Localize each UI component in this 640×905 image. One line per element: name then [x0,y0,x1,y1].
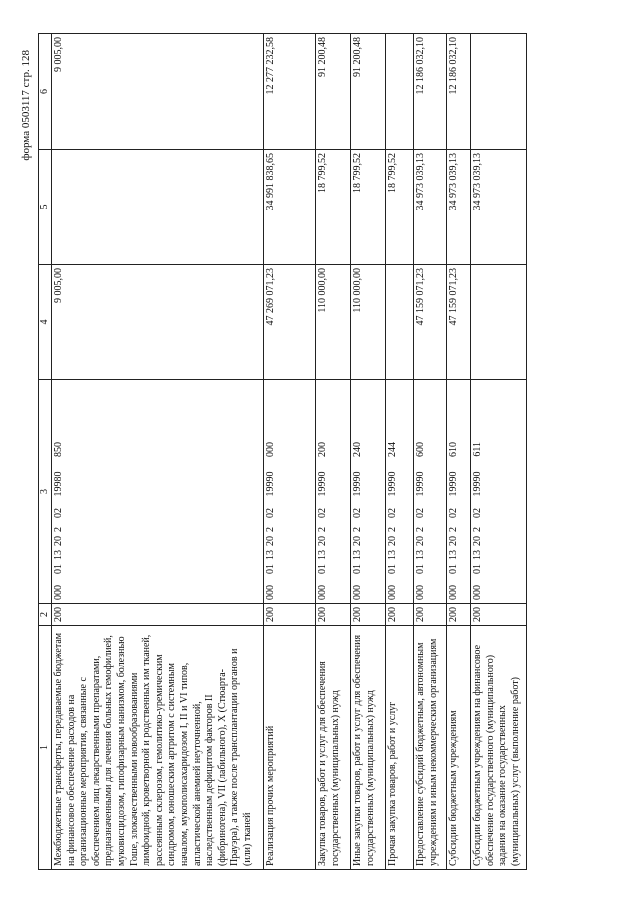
col-header-2: 2 [39,604,52,626]
col-header-4: 4 [39,265,52,380]
code-part: 20 [265,536,276,546]
unexecuted-amount: 12 277 232,58 [264,34,316,150]
approved-amount [471,265,527,380]
code-part: 01 [53,564,64,574]
table-row [447,34,471,870]
approved-amount: 9 005,00 [52,265,264,380]
line-code: 200 [52,604,264,626]
code-part: 02 [448,508,459,518]
table-row [52,34,264,870]
code-part: 20 [472,536,483,546]
code-part: 02 [317,508,328,518]
executed-amount: 34 973 039,13 [447,150,471,265]
line-code: 200 [316,604,351,626]
code-part: 13 [415,550,426,560]
line-code: 200 [414,604,447,626]
code-part: 01 [448,564,459,574]
form-label: форма 0503117 стр. 128 [20,50,32,161]
code-part: 2 [387,527,398,532]
row-name: Реализация прочих мероприятий [264,626,316,870]
table-row [316,34,351,870]
unexecuted-amount [386,34,414,150]
col-header-1: 1 [39,626,52,870]
code-part: 240 [352,442,363,457]
row-name: Закупка товаров, работ и услуг для обеспечения государственных (муниципальных) нужд [316,626,351,870]
classification-code [316,380,351,604]
code-part: 2 [415,527,426,532]
code-part: 611 [472,442,483,457]
code-part: 610 [448,442,459,457]
executed-amount: 34 991 838,65 [264,150,316,265]
executed-amount: 18 799,52 [351,150,386,265]
col-header-5: 5 [39,150,52,265]
unexecuted-amount: 91 200,48 [351,34,386,150]
classification-code [386,380,414,604]
unexecuted-amount [471,34,527,150]
header-row [39,34,52,870]
executed-amount: 18 799,52 [386,150,414,265]
classification-code [471,380,527,604]
table-row [471,34,527,870]
unexecuted-amount: 91 200,48 [316,34,351,150]
code-part: 13 [53,550,64,560]
code-part: 01 [415,564,426,574]
approved-amount: 110 000,00 [316,265,351,380]
table-row [264,34,316,870]
code-part: 13 [448,550,459,560]
code-part: 000 [53,585,64,600]
code-part: 20 [387,536,398,546]
code-part: 000 [317,585,328,600]
unexecuted-amount: 9 005,00 [52,34,264,150]
code-part: 2 [265,527,276,532]
classification-code [52,380,264,604]
code-part: 000 [352,585,363,600]
col-header-3: 3 [39,380,52,604]
row-name: Субсидии бюджетным учреждениям [447,626,471,870]
line-code: 200 [471,604,527,626]
code-part: 2 [448,527,459,532]
approved-amount: 47 159 071,23 [447,265,471,380]
code-part: 2 [317,527,328,532]
line-code: 200 [264,604,316,626]
code-part: 20 [317,536,328,546]
code-part: 20 [415,536,426,546]
code-part: 02 [472,508,483,518]
code-part: 000 [415,585,426,600]
code-part: 200 [317,442,328,457]
code-part: 02 [415,508,426,518]
code-part: 2 [472,527,483,532]
code-part: 13 [265,550,276,560]
code-part: 01 [352,564,363,574]
code-part: 2 [352,527,363,532]
code-part: 19990 [265,471,276,497]
approved-amount [386,265,414,380]
unexecuted-amount: 12 186 032,10 [447,34,471,150]
code-part: 01 [387,564,398,574]
executed-amount: 34 973 039,13 [471,150,527,265]
approved-amount: 47 159 071,23 [414,265,447,380]
code-part: 19980 [53,471,64,497]
row-name: Субсидии бюджетным учреждениям на финансовое обеспечение государственного (муниципального) задания на оказание государственных (муниципальных) услуг (выполнение работ) [471,626,527,870]
code-part: 000 [448,585,459,600]
budget-table [38,33,527,870]
row-name: Иные закупки товаров, работ и услуг для обеспечения государственных (муниципальных) нужд [351,626,386,870]
unexecuted-amount: 12 186 032,10 [414,34,447,150]
line-code: 200 [386,604,414,626]
code-part: 13 [352,550,363,560]
code-part: 19990 [472,471,483,497]
code-part: 000 [265,442,276,457]
code-part: 20 [53,536,64,546]
code-part: 13 [387,550,398,560]
rotated-page [20,30,620,890]
code-part: 19990 [387,471,398,497]
code-part: 000 [265,585,276,600]
approved-amount: 110 000,00 [351,265,386,380]
code-part: 20 [352,536,363,546]
classification-code [351,380,386,604]
code-part: 244 [387,442,398,457]
line-code: 200 [447,604,471,626]
row-name: Прочая закупка товаров, работ и услуг [386,626,414,870]
code-part: 19990 [317,471,328,497]
code-part: 000 [387,585,398,600]
code-part: 600 [415,442,426,457]
code-part: 850 [53,442,64,457]
executed-amount: 34 973 039,13 [414,150,447,265]
code-part: 2 [53,527,64,532]
code-part: 19990 [352,471,363,497]
classification-code [414,380,447,604]
code-part: 02 [265,508,276,518]
code-part: 01 [472,564,483,574]
code-part: 02 [352,508,363,518]
code-part: 000 [472,585,483,600]
line-code: 200 [351,604,386,626]
table-row [386,34,414,870]
executed-amount: 18 799,52 [316,150,351,265]
table-row [351,34,386,870]
executed-amount [52,150,264,265]
code-part: 13 [472,550,483,560]
code-part: 02 [387,508,398,518]
classification-code [264,380,316,604]
table-row [414,34,447,870]
row-name: Предоставление субсидий бюджетным, автономным учреждениям и иным некоммерческим организациям [414,626,447,870]
code-part: 02 [53,508,64,518]
col-header-6: 6 [39,34,52,150]
code-part: 19990 [415,471,426,497]
code-part: 20 [448,536,459,546]
code-part: 01 [317,564,328,574]
code-part: 13 [317,550,328,560]
code-part: 01 [265,564,276,574]
approved-amount: 47 269 071,23 [264,265,316,380]
classification-code [447,380,471,604]
code-part: 19990 [448,471,459,497]
row-name: Межбюджетные трансферты, передаваемые бюджетам на финансовое обеспечение расходов на организационные мероприятия, связанные с обеспечением лиц лекарственными препаратами, предназначенными для лечения больных гемофилией, муковисцидозом, гипофизарным нанизмом, болезнью Гоше, злокачественными новообразованиями лимфоидной, кроветворной и родственных им тканей, рассеянным склерозом, гемолитико-уремическим синдромом, юношеским артритом с системным началом, мукополисахаридозом I, II и VI типов, апластической анемией неуточненной, наследственным дефицитом факторов II (фибриногена), VII (лабильного), X (Стюарта-Прауэра), а также после трансплантации органов и (или) тканей [52,626,264,870]
